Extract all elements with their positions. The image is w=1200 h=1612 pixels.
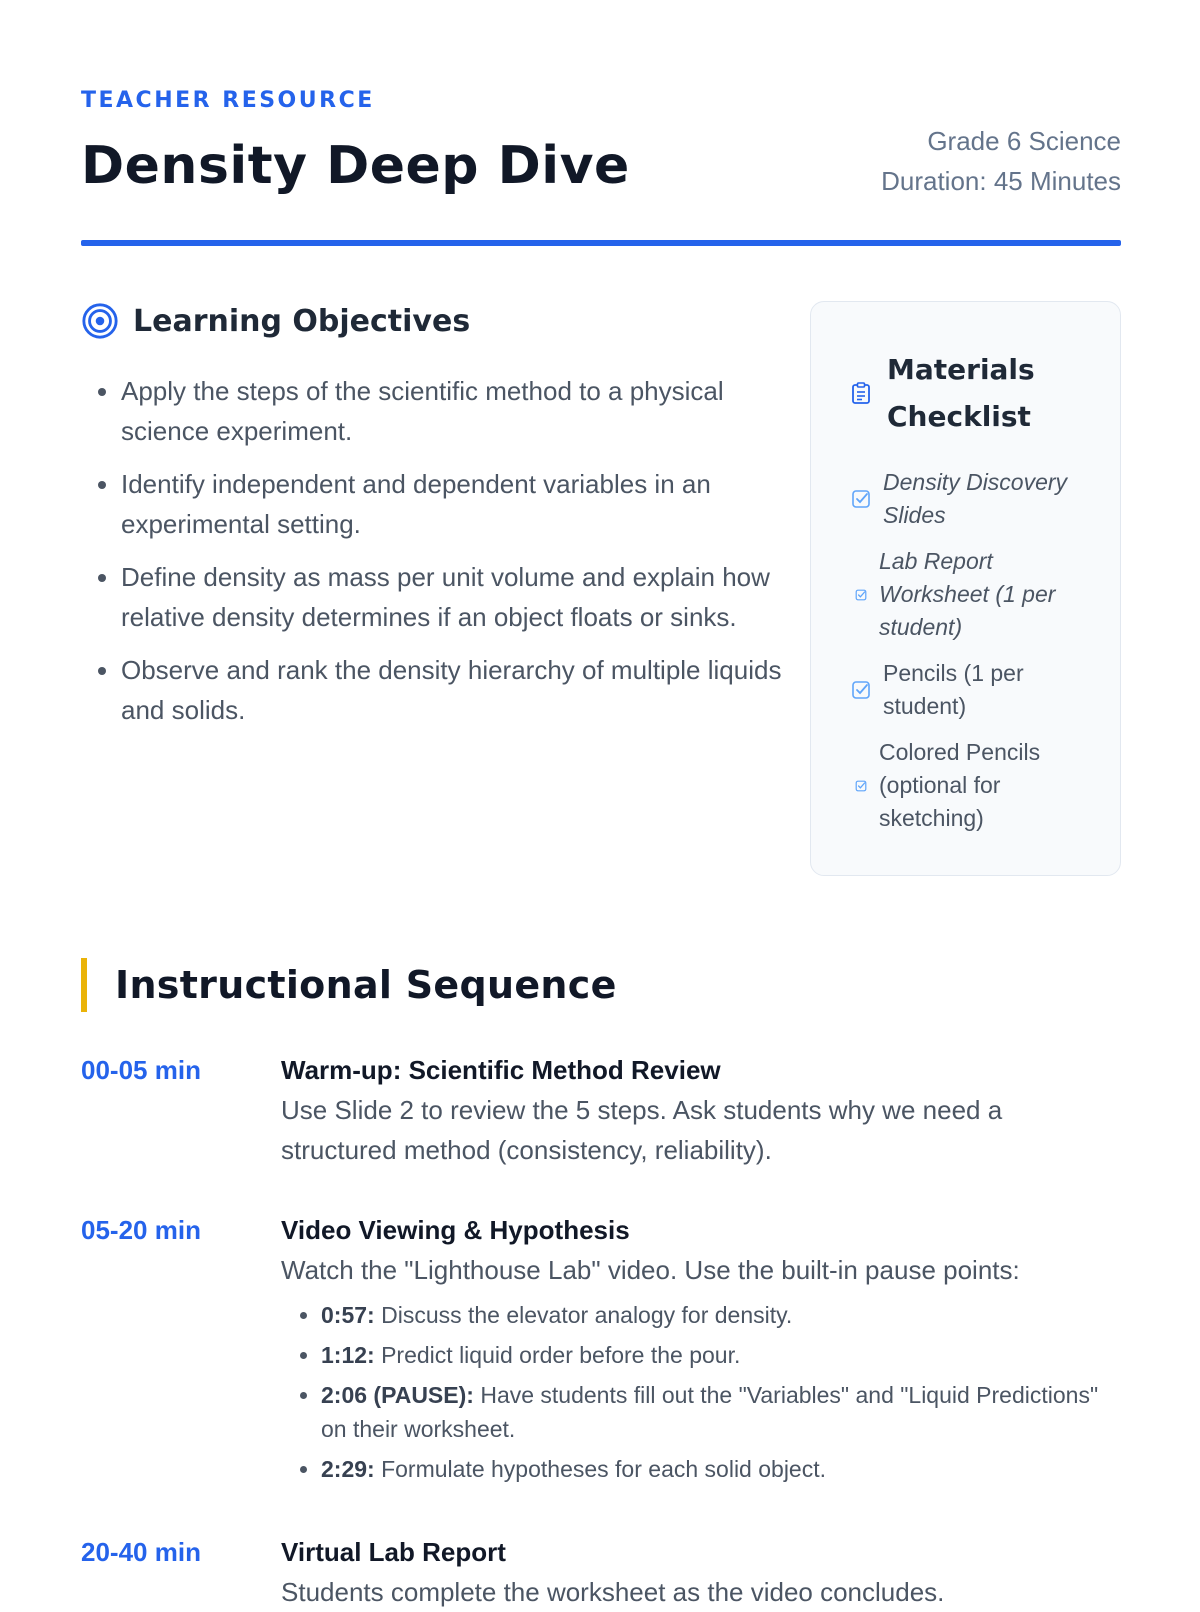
step-description: Watch the "Lighthouse Lab" video. Use the built-in pause points: bbox=[281, 1255, 1020, 1285]
step-time: 05-20 min bbox=[81, 1215, 201, 1245]
pause-point bbox=[321, 1452, 1121, 1486]
objectives-title: Learning Objectives bbox=[133, 303, 471, 339]
pause-point-text: Predict liquid order before the pour. bbox=[374, 1342, 741, 1368]
step-time: 20-40 min bbox=[81, 1537, 201, 1567]
material-label: Density Discovery Slides bbox=[883, 469, 1068, 528]
eyebrow-label: TEACHER RESOURCE bbox=[81, 88, 375, 113]
objectives-list bbox=[81, 371, 801, 743]
timestamp: 2:29: bbox=[321, 1456, 375, 1482]
page-title: Density Deep Dive bbox=[81, 136, 630, 196]
sequence-header bbox=[81, 958, 617, 1012]
objective-item: • Identify independent and dependent variables in an experimental setting. bbox=[121, 464, 801, 544]
checkbox-checked-icon[interactable] bbox=[855, 780, 867, 792]
materials-card bbox=[810, 301, 1121, 876]
clipboard-icon bbox=[851, 382, 871, 404]
objectives-header bbox=[81, 302, 470, 340]
material-label: Lab Report Worksheet (1 per student) bbox=[879, 548, 1056, 640]
materials-list bbox=[851, 466, 1100, 848]
timestamp: 0:57: bbox=[321, 1302, 375, 1328]
objective-item: • Define density as mass per unit volume and explain how relative density determines if an object floats or sinks. bbox=[121, 557, 801, 637]
step-title: Virtual Lab Report bbox=[281, 1537, 506, 1567]
target-icon bbox=[81, 302, 119, 340]
step-body bbox=[281, 1532, 1121, 1612]
checkbox-checked-icon[interactable] bbox=[855, 589, 867, 601]
material-item bbox=[851, 545, 1100, 644]
sequence-title: Instructional Sequence bbox=[115, 963, 617, 1007]
checkbox-checked-icon[interactable] bbox=[851, 489, 871, 509]
pause-point bbox=[321, 1378, 1121, 1446]
objective-item: • Observe and rank the density hierarchy of multiple liquids and solids. bbox=[121, 650, 801, 730]
step-body bbox=[281, 1210, 1121, 1492]
step-title: Warm-up: Scientific Method Review bbox=[281, 1055, 721, 1085]
lesson-meta bbox=[881, 121, 1121, 201]
duration-label: Duration: 45 Minutes bbox=[881, 166, 1121, 196]
pause-points-list bbox=[281, 1298, 1121, 1486]
objective-item: • Apply the steps of the scientific method to a physical science experiment. bbox=[121, 371, 801, 451]
section-accent-bar bbox=[81, 958, 87, 1012]
pause-point-text: Formulate hypotheses for each solid object. bbox=[374, 1456, 826, 1482]
material-label: Pencils (1 per student) bbox=[883, 660, 1024, 719]
step-body bbox=[281, 1050, 1121, 1170]
grade-label: Grade 6 Science bbox=[927, 126, 1121, 156]
step-description: Use Slide 2 to review the 5 steps. Ask students why we need a structured method (consistency, reliability). bbox=[281, 1095, 1003, 1165]
pause-point-text: Have students fill out the "Variables" and "Liquid Predictions" on their worksheet. bbox=[321, 1382, 1099, 1442]
pause-point bbox=[321, 1298, 1121, 1332]
materials-title: Materials Checklist bbox=[887, 353, 1035, 433]
materials-header bbox=[851, 346, 1067, 440]
checkbox-checked-icon[interactable] bbox=[851, 680, 871, 700]
material-item bbox=[851, 466, 1100, 532]
pause-point-text: Discuss the elevator analogy for density. bbox=[374, 1302, 793, 1328]
header-divider bbox=[81, 240, 1121, 246]
timestamp: 1:12: bbox=[321, 1342, 375, 1368]
material-item bbox=[851, 657, 1100, 723]
material-item bbox=[851, 736, 1100, 835]
material-label: Colored Pencils (optional for sketching) bbox=[879, 739, 1041, 831]
step-time: 00-05 min bbox=[81, 1055, 201, 1085]
step-title: Video Viewing & Hypothesis bbox=[281, 1215, 630, 1245]
pause-point bbox=[321, 1338, 1121, 1372]
timestamp: 2:06 (PAUSE): bbox=[321, 1382, 474, 1408]
step-description: Students complete the worksheet as the video concludes. bbox=[281, 1577, 945, 1607]
